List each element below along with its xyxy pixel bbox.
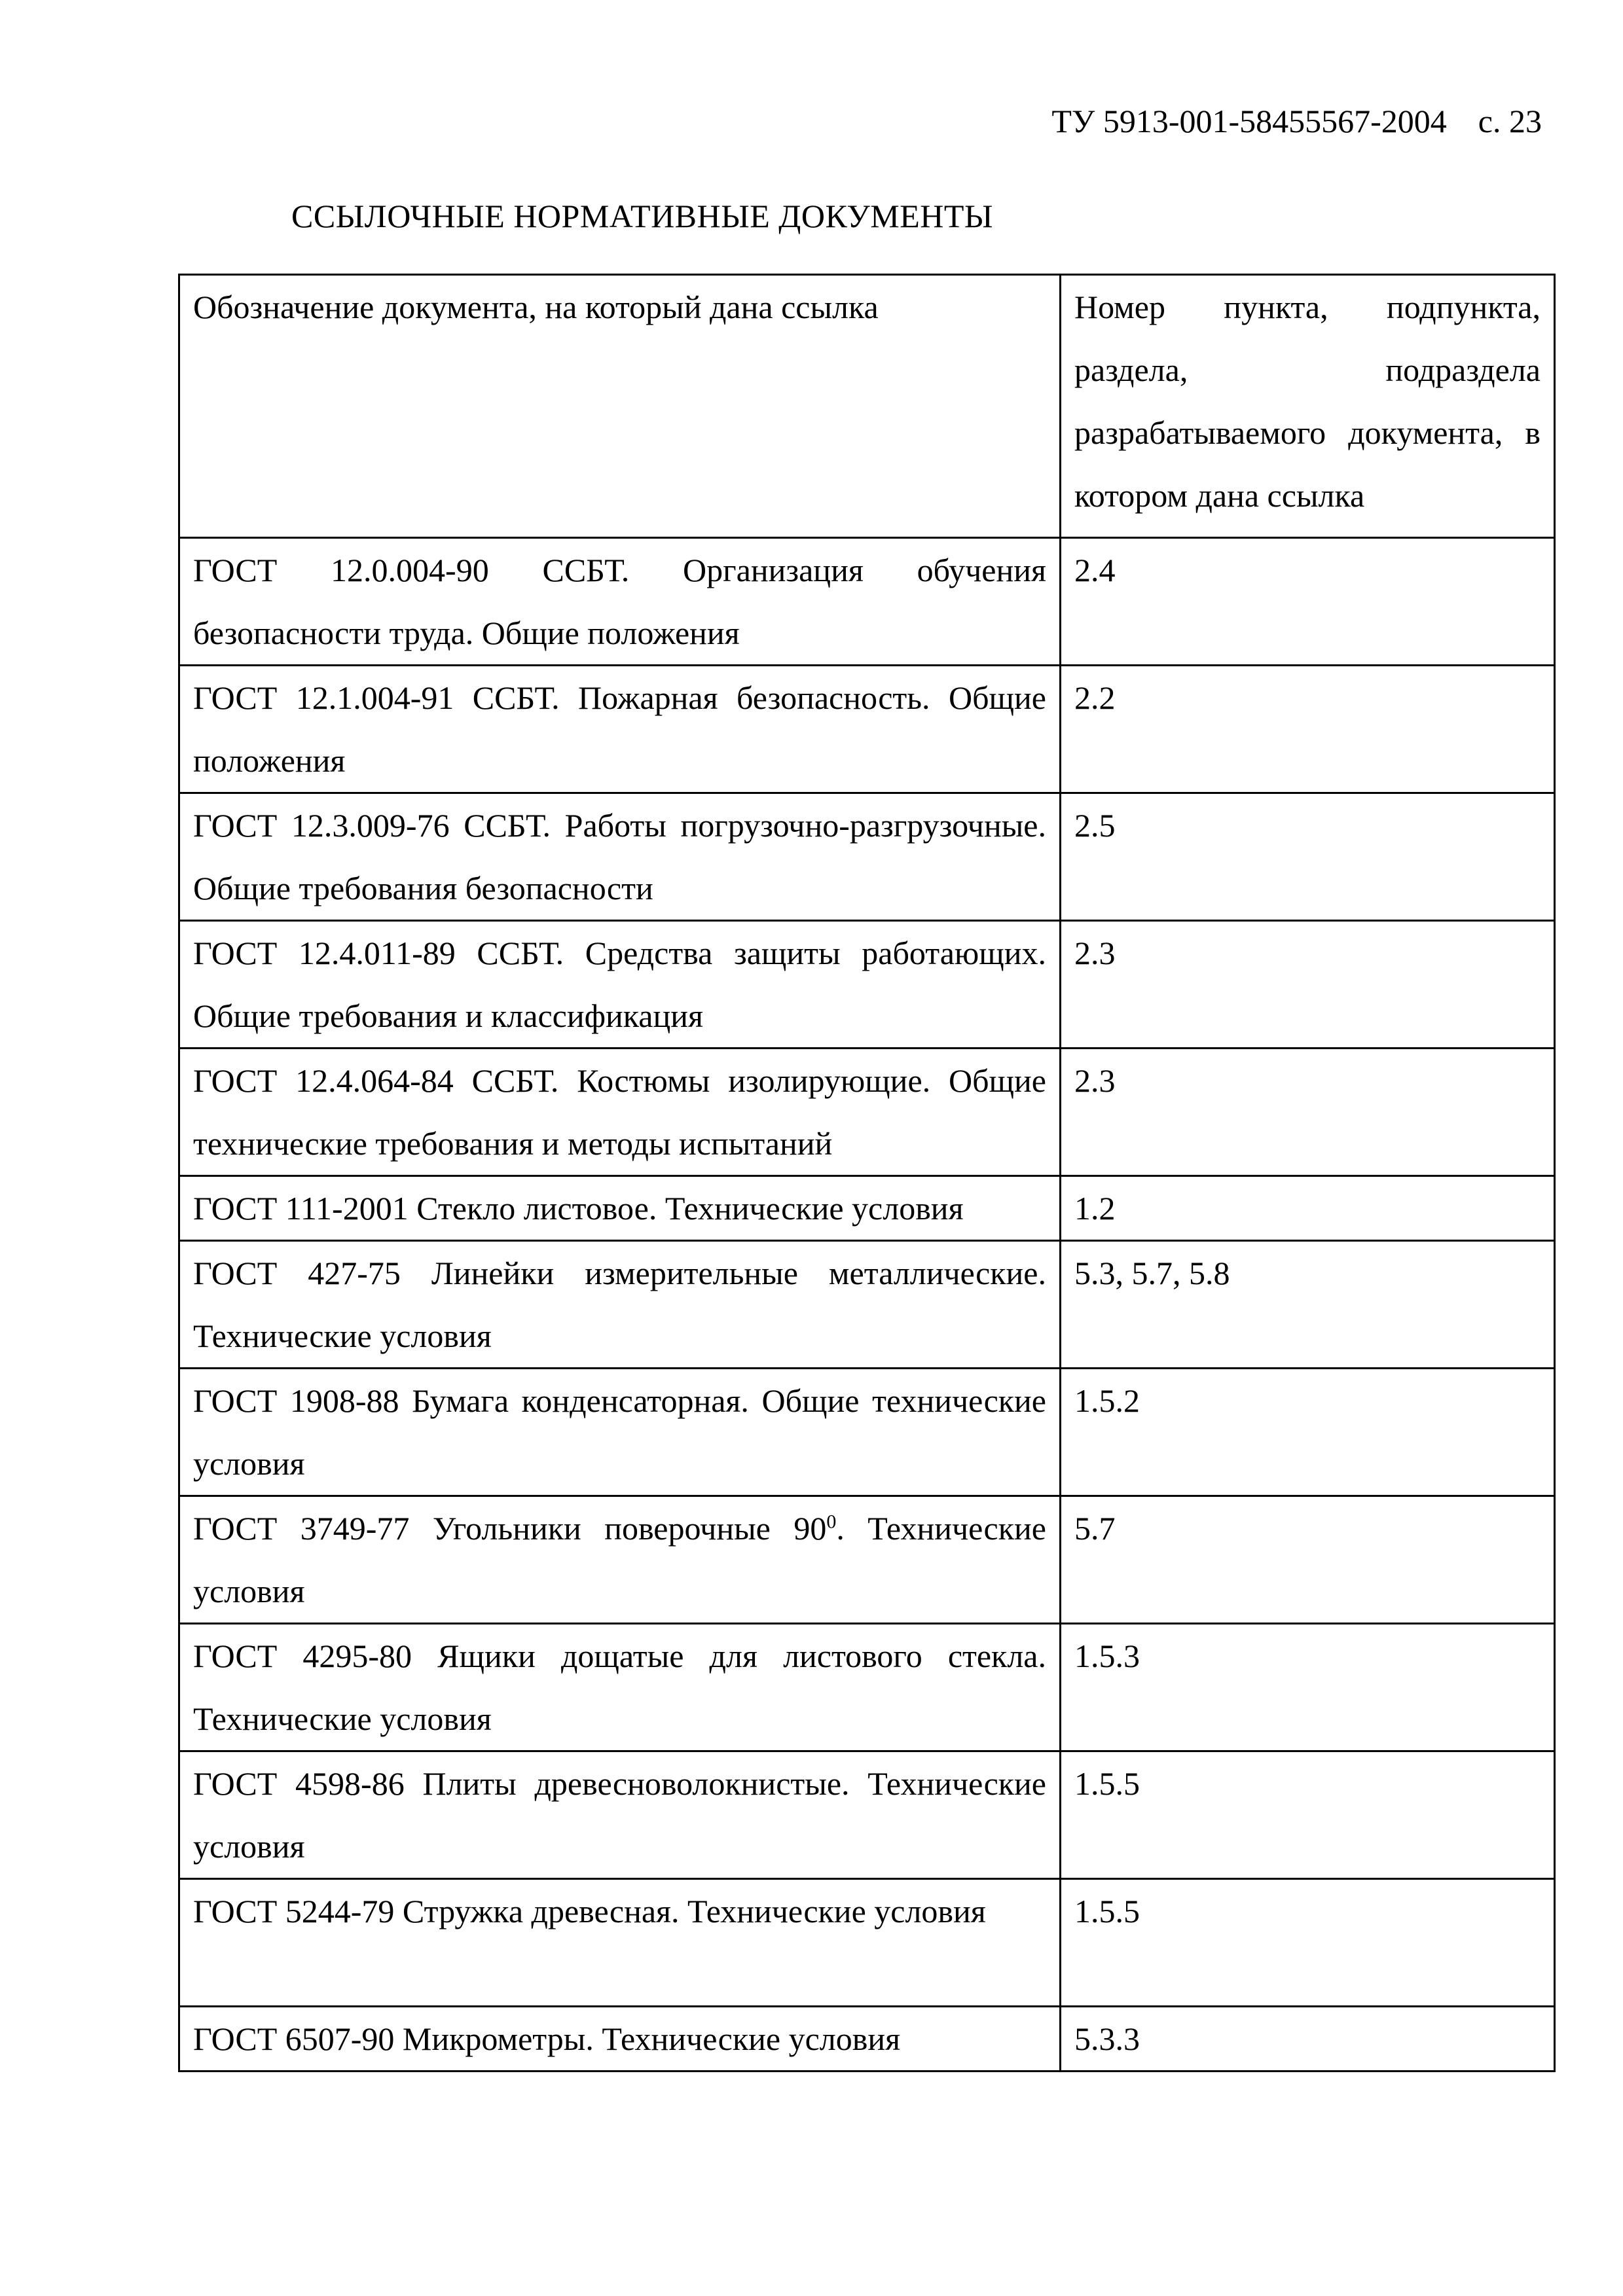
table-row [179, 1751, 1555, 1879]
clause-cell: 5.3.3 [1061, 2007, 1555, 2072]
page-number: с. 23 [1478, 103, 1542, 139]
document-cell: ГОСТ 12.0.004-90 ССБТ. Организация обучения безопасности труда. Общие положения [179, 538, 1061, 666]
document-cell: ГОСТ 4295-80 Ящики дощатые для листового стекла. Технические условия [179, 1624, 1061, 1751]
document-cell [179, 1496, 1061, 1624]
table-row [179, 1241, 1555, 1369]
document-cell: ГОСТ 12.1.004-91 ССБТ. Пожарная безопасность. Общие положения [179, 666, 1061, 793]
clause-cell: 2.4 [1061, 538, 1555, 666]
table-row [179, 1369, 1555, 1496]
clause-cell: 1.5.2 [1061, 1369, 1555, 1496]
document-cell: ГОСТ 12.4.064-84 ССБТ. Костюмы изолирующие. Общие технические требования и методы испытаний [179, 1049, 1061, 1176]
table-row [179, 1049, 1555, 1176]
clause-cell: 2.3 [1061, 1049, 1555, 1176]
document-cell: ГОСТ 12.4.011-89 ССБТ. Средства защиты работающих. Общие требования и классификация [179, 921, 1061, 1049]
clause-cell: 5.7 [1061, 1496, 1555, 1624]
document-cell: ГОСТ 5244-79 Стружка древесная. Технические условия [179, 1879, 1061, 2007]
table-row [179, 666, 1555, 793]
table-row [179, 1624, 1555, 1751]
table-row [179, 2007, 1555, 2072]
table-row [179, 1176, 1555, 1241]
page-header [1051, 98, 1542, 144]
document-text: ГОСТ 3749-77 Угольники поверочные 90 [193, 1510, 827, 1547]
column-header-document: Обозначение документа, на который дана ссылка [179, 275, 1061, 538]
clause-cell: 5.3, 5.7, 5.8 [1061, 1241, 1555, 1369]
table-row [179, 1879, 1555, 2007]
clause-cell: 1.2 [1061, 1176, 1555, 1241]
clause-cell: 2.2 [1061, 666, 1555, 793]
degree-superscript: 0 [826, 1511, 837, 1533]
document-cell: ГОСТ 427-75 Линейки измерительные металлические. Технические условия [179, 1241, 1061, 1369]
table-header-row [179, 275, 1555, 538]
document-text-tail: . Технические условия [193, 1510, 1046, 1609]
clause-cell: 2.3 [1061, 921, 1555, 1049]
document-code: ТУ 5913-001-58455567-2004 [1051, 103, 1447, 139]
document-cell: ГОСТ 6507-90 Микрометры. Технические условия [179, 2007, 1061, 2072]
references-table [178, 274, 1556, 2072]
table-row [179, 793, 1555, 921]
document-cell: ГОСТ 1908-88 Бумага конденсаторная. Общие технические условия [179, 1369, 1061, 1496]
column-header-clause: Номер пункта, подпункта, раздела, подраздела разрабатываемого документа, в котором дана ссылка [1061, 275, 1555, 538]
document-cell: ГОСТ 111-2001 Стекло листовое. Технические условия [179, 1176, 1061, 1241]
clause-cell: 1.5.5 [1061, 1879, 1555, 2007]
clause-cell: 1.5.5 [1061, 1751, 1555, 1879]
document-cell: ГОСТ 4598-86 Плиты древесноволокнистые. Технические условия [179, 1751, 1061, 1879]
table-row [179, 538, 1555, 666]
table-row [179, 921, 1555, 1049]
page-title: ССЫЛОЧНЫЕ НОРМАТИВНЫЕ ДОКУМЕНТЫ [291, 198, 993, 234]
table-row [179, 1496, 1555, 1624]
clause-cell: 2.5 [1061, 793, 1555, 921]
document-cell: ГОСТ 12.3.009-76 ССБТ. Работы погрузочно-разгрузочные. Общие требования безопасности [179, 793, 1061, 921]
clause-cell: 1.5.3 [1061, 1624, 1555, 1751]
